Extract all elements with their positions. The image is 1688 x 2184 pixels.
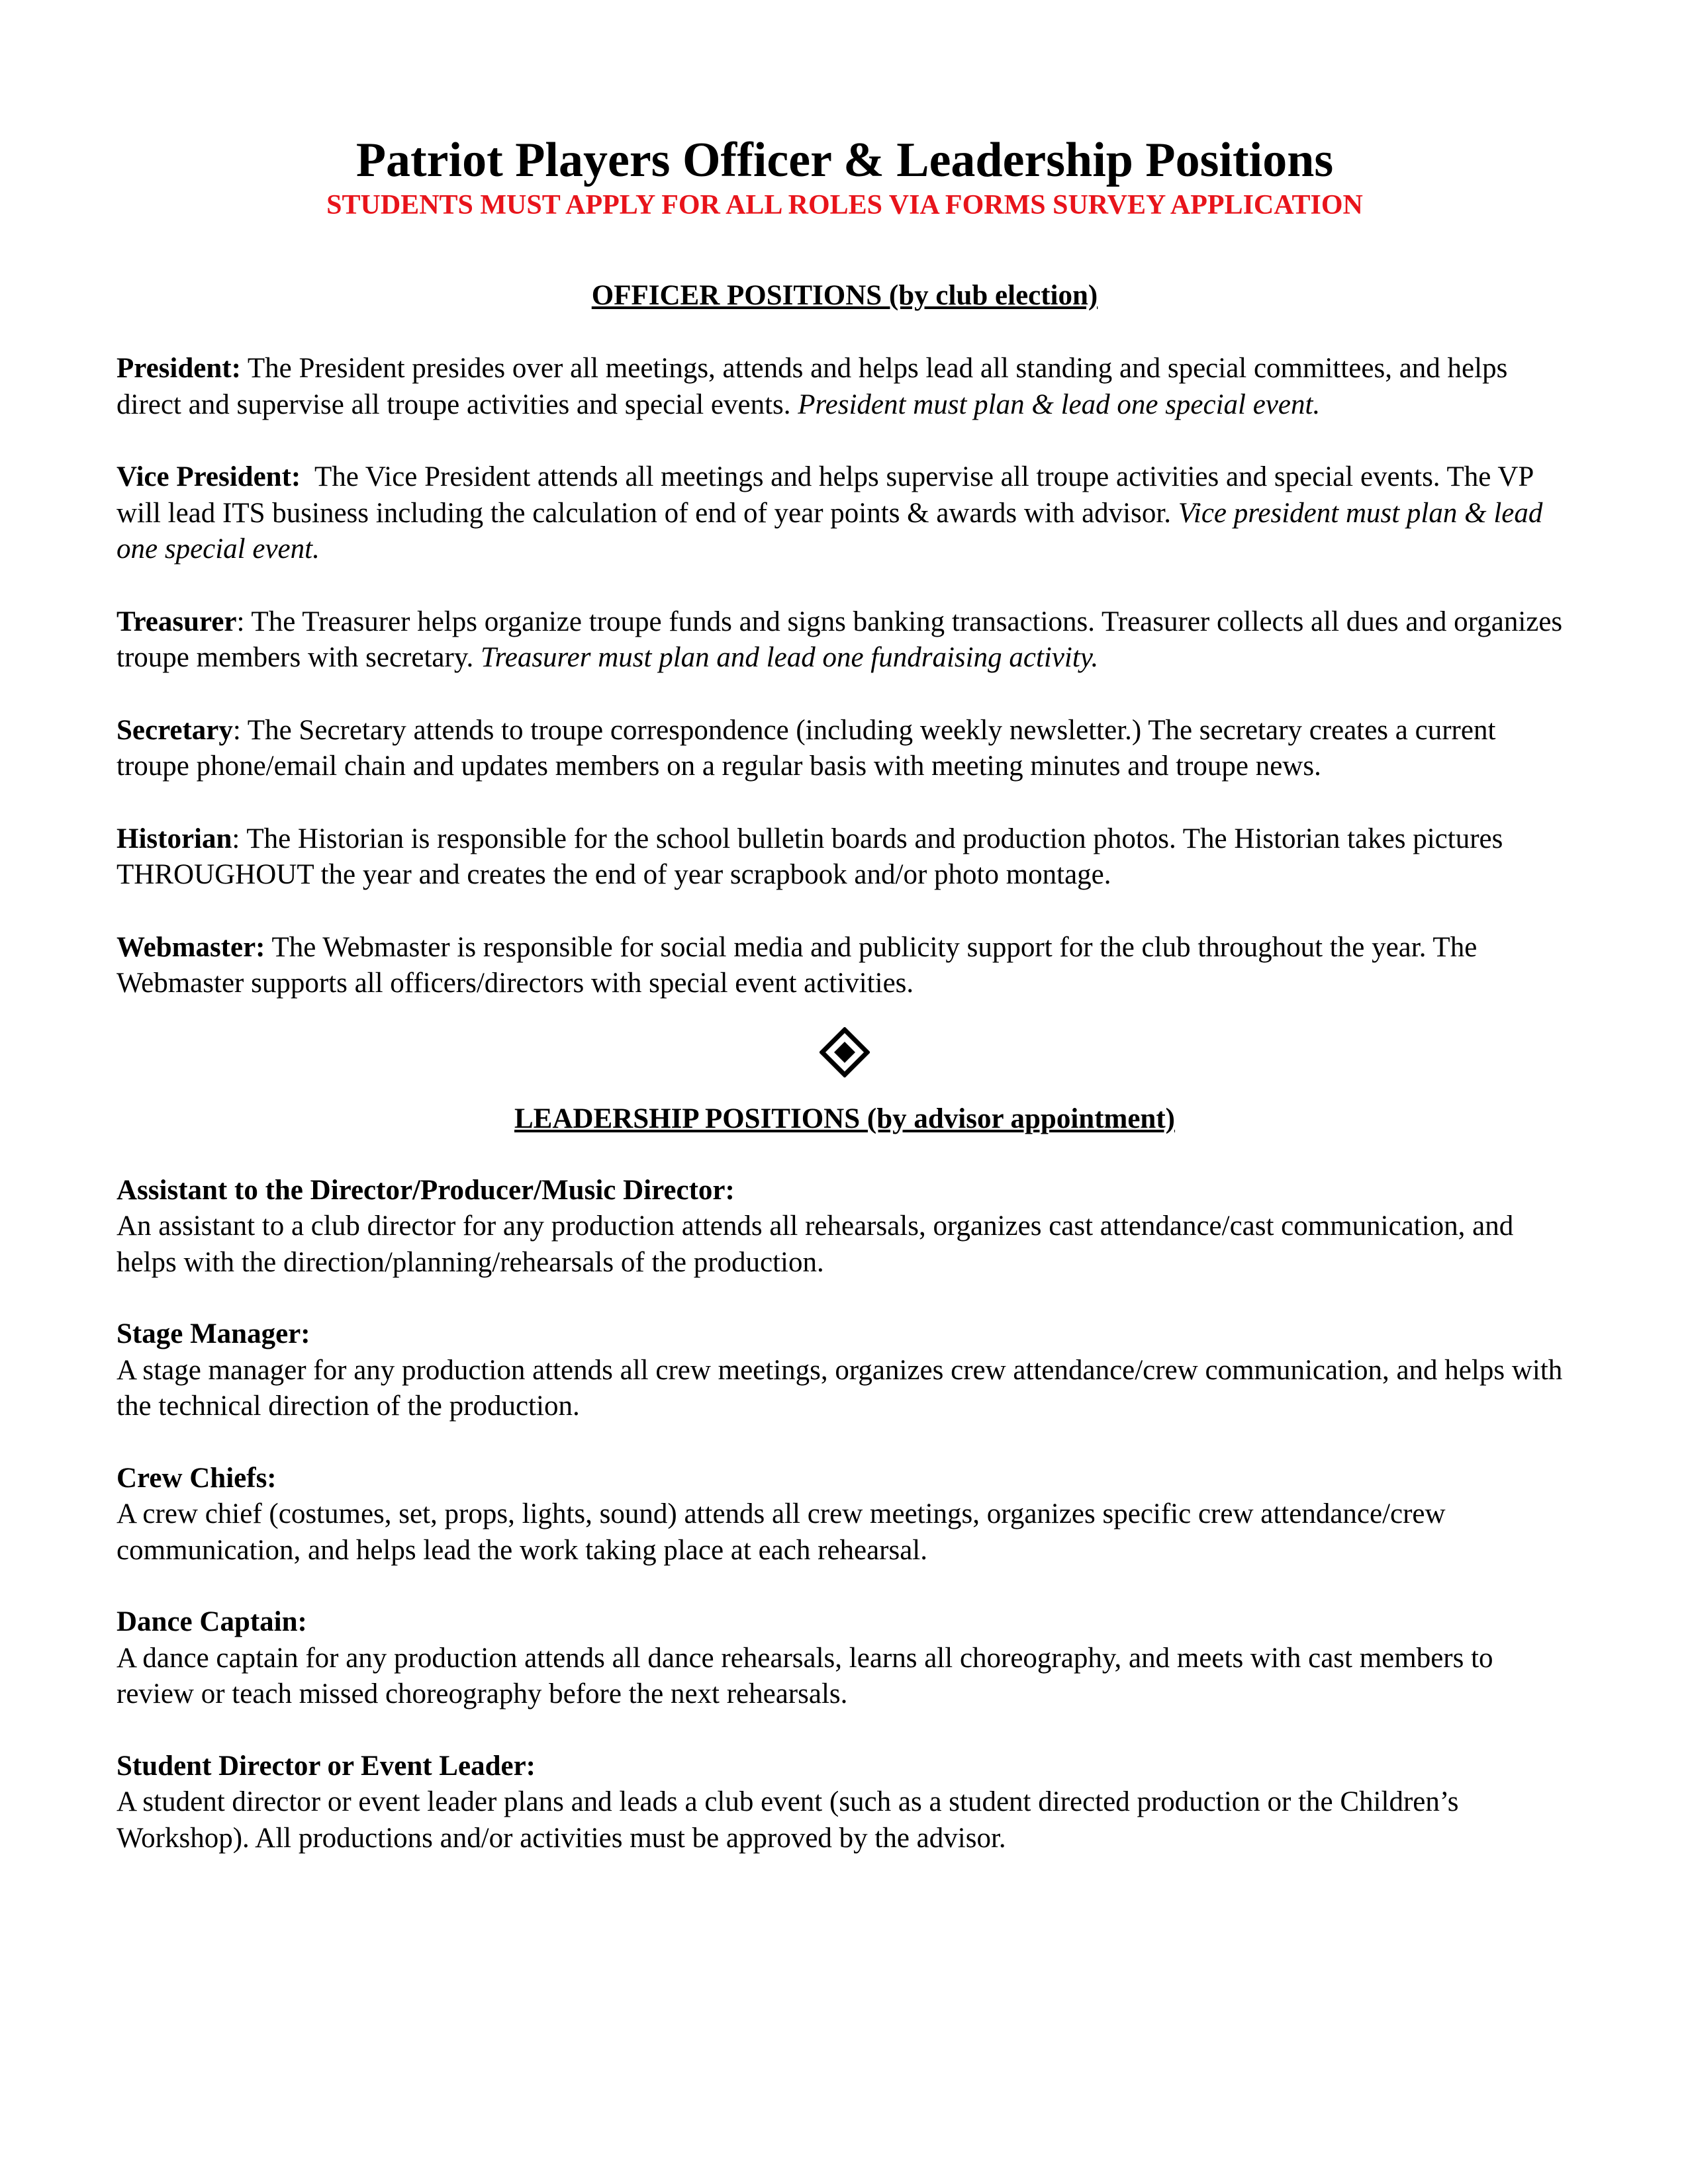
leadership-description: A dance captain for any production attends all dance rehearsals, learns all choreography, and meets with cast members to review or teach missed choreography before the next rehearsals.: [117, 1642, 1493, 1709]
officer-description: : The Secretary attends to troupe correspondence (including weekly newsletter.) The secretary creates a current troupe phone/email chain and updates members on a regular basis with meeting minutes and troupe news.: [117, 714, 1496, 782]
section-divider: [117, 1027, 1573, 1077]
officer-name: Historian: [117, 823, 232, 854]
leadership-entry-student-director: [117, 1749, 1573, 1857]
diamond-ornament-icon: [820, 1027, 870, 1077]
leadership-entry-assistant-director: [117, 1173, 1573, 1281]
page-title: Patriot Players Officer & Leadership Positions: [355, 133, 1334, 187]
officer-description: The President presides over all meetings, attends and helps lead all standing and special committees, and helps direct and supervise all troupe activities and special events.: [117, 353, 1508, 420]
officer-requirement: Treasurer must plan and lead one fundraising activity.: [481, 642, 1099, 673]
officer-name: Vice President:: [117, 461, 301, 492]
officer-requirement: Vice president must plan & lead one special event.: [117, 497, 1543, 565]
officer-section-heading: OFFICER POSITIONS (by club election): [591, 280, 1098, 311]
officer-requirement: President must plan & lead one special event.: [798, 388, 1321, 420]
officer-entry-historian: [117, 821, 1573, 893]
leadership-description: A stage manager for any production attends all crew meetings, organizes crew attendance/crew communication, and helps with the technical direction of the production.: [117, 1354, 1563, 1422]
officer-entry-treasurer: [117, 604, 1573, 676]
officer-description: : The Treasurer helps organize troupe funds and signs banking transactions. Treasurer collects all dues and organizes troupe members with secretary.: [117, 606, 1563, 673]
leadership-section-heading: LEADERSHIP POSITIONS (by advisor appointment): [514, 1103, 1175, 1134]
officer-name: Webmaster:: [117, 931, 265, 963]
application-notice: STUDENTS MUST APPLY FOR ALL ROLES VIA FORMS SURVEY APPLICATION: [326, 190, 1363, 220]
officer-description: The Vice President attends all meetings and helps supervise all troupe activities and special events. The VP will lead ITS business including the calculation of end of year points & awards with advisor.: [117, 461, 1540, 529]
leadership-title: Student Director or Event Leader:: [117, 1750, 536, 1782]
leadership-description: A crew chief (costumes, set, props, lights, sound) attends all crew meetings, organizes specific crew attendance/crew communication, and helps lead the work taking place at each rehearsal.: [117, 1498, 1446, 1566]
officer-entry-webmaster: [117, 930, 1573, 1002]
leadership-entry-dance-captain: [117, 1604, 1573, 1713]
leadership-entry-crew-chiefs: [117, 1461, 1573, 1569]
document-page: [117, 132, 1573, 1856]
officer-description: The Webmaster is responsible for social media and publicity support for the club throughout the year. The Webmaster supports all officers/directors with special event activities.: [117, 931, 1477, 999]
officer-name: Secretary: [117, 714, 233, 746]
leadership-title: Assistant to the Director/Producer/Music Director:: [117, 1174, 735, 1206]
leadership-entry-stage-manager: [117, 1316, 1573, 1425]
officer-entry-vice-president: [117, 459, 1573, 568]
officer-entry-secretary: [117, 713, 1573, 785]
officer-name: Treasurer: [117, 606, 237, 637]
officer-description: : The Historian is responsible for the school bulletin boards and production photos. The Historian takes pictures THROUGHOUT the year and creates the end of year scrapbook and/or photo montage.: [117, 823, 1503, 890]
leadership-title: Stage Manager:: [117, 1318, 310, 1349]
leadership-description: A student director or event leader plans and leads a club event (such as a student directed production or the Children’s Workshop). All productions and/or activities must be approved by the advisor.: [117, 1786, 1459, 1854]
leadership-title: Dance Captain:: [117, 1606, 307, 1637]
leadership-title: Crew Chiefs:: [117, 1462, 277, 1494]
officer-name: President:: [117, 353, 241, 384]
leadership-description: An assistant to a club director for any production attends all rehearsals, organizes cast attendance/cast communication, and helps with the direction/planning/rehearsals of the production.: [117, 1210, 1514, 1278]
officer-entry-president: [117, 351, 1573, 423]
